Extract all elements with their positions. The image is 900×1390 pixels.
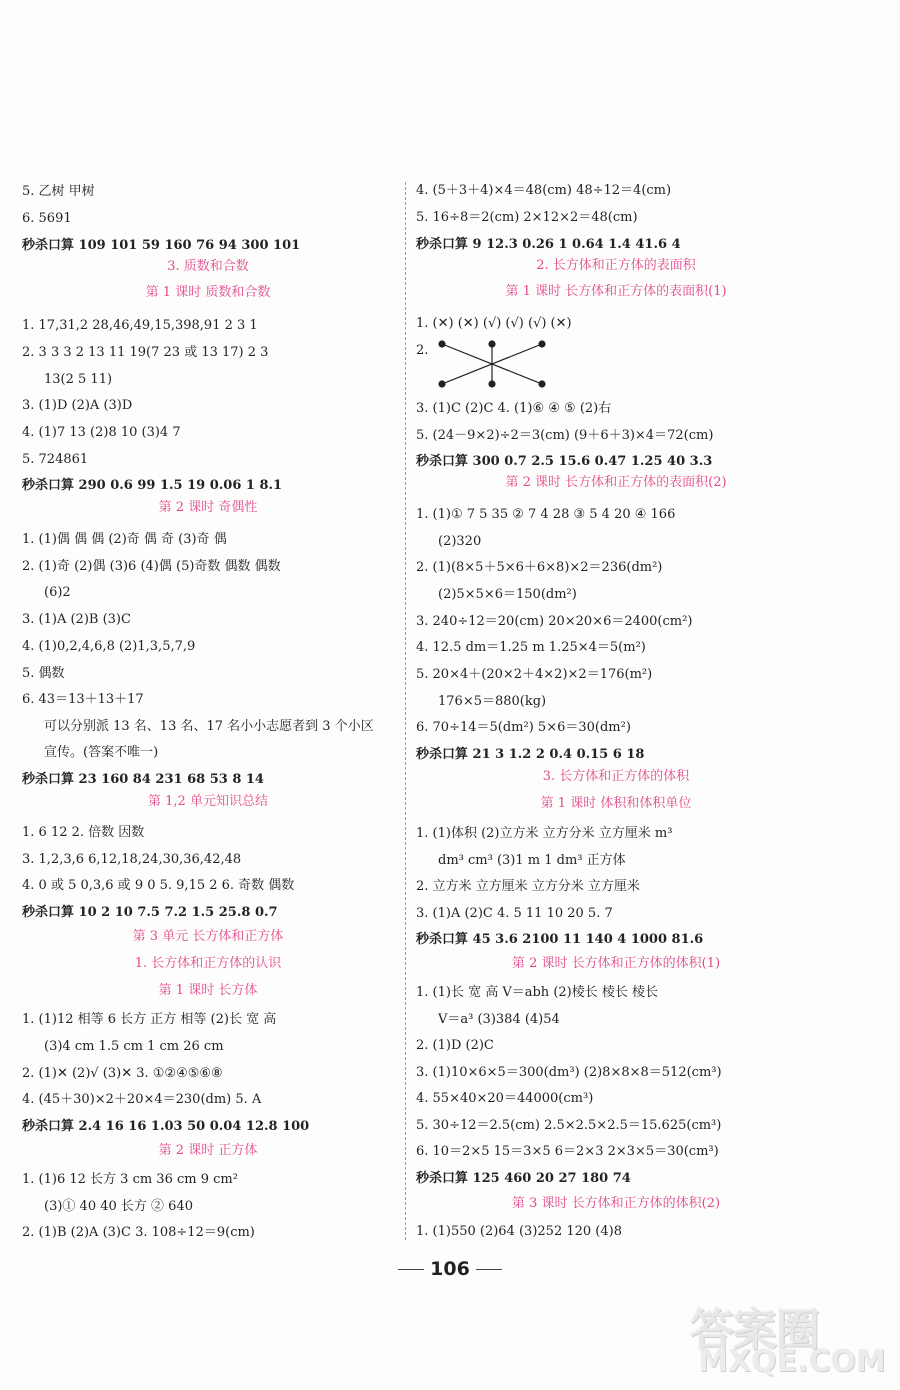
answer-line: 3. (1)A (2)B (3)C xyxy=(22,612,131,627)
answer-line: 4. 12.5 dm＝1.25 m 1.25×4＝5(m²) xyxy=(416,640,646,655)
answer-line: (2)320 xyxy=(438,534,482,549)
answer-line: 176×5＝880(kg) xyxy=(438,694,547,709)
answer-line: 5. 30÷12＝2.5(cm) 2.5×2.5×2.5＝15.625(cm³) xyxy=(416,1118,722,1133)
answer-line: 2. (1)(8×5＋5×6＋6×8)×2＝236(dm²) xyxy=(416,560,663,575)
section-heading: 第 1 课时 长方体 xyxy=(158,983,258,998)
section-heading: 第 2 课时 正方体 xyxy=(158,1143,258,1158)
answer-line: 可以分别派 13 名、13 名、17 名小小志愿者到 3 个小区 xyxy=(44,719,374,734)
page-number xyxy=(370,1258,530,1280)
section-heading: 第 1 课时 质数和合数 xyxy=(145,285,271,300)
answer-line: 4. 55×40×20＝44000(cm³) xyxy=(416,1091,594,1106)
section-heading: 第 2 课时 奇偶性 xyxy=(158,500,258,515)
answer-line: 3. 1,2,3,6 6,12,18,24,30,36,42,48 xyxy=(22,852,242,867)
answer-line: 1. (1)偶 偶 偶 (2)奇 偶 奇 (3)奇 偶 xyxy=(22,532,227,547)
dash-left xyxy=(398,1269,424,1270)
quick-calc-line: 秒杀口算 125 460 20 27 180 74 xyxy=(416,1171,631,1186)
answer-line: 3. (1)A (2)C 4. 5 11 10 20 5. 7 xyxy=(416,906,613,921)
section-heading: 第 3 课时 长方体和正方体的体积(2) xyxy=(511,1196,721,1211)
answer-line: 2. (1)D (2)C xyxy=(416,1038,494,1053)
answer-line: 5. 偶数 xyxy=(22,666,65,681)
quick-calc-line: 秒杀口算 21 3 1.2 2 0.4 0.15 6 18 xyxy=(416,747,645,762)
answer-line: 4. (5＋3＋4)×4＝48(cm) 48÷12＝4(cm) xyxy=(416,183,672,198)
answer-line: 2. 立方米 立方厘米 立方分米 立方厘米 xyxy=(416,879,640,894)
answer-line: 1. 17,31,2 28,46,49,15,398,91 2 3 1 xyxy=(22,318,258,333)
answer-line: 2. 3 3 3 2 13 11 19(7 23 或 13 17) 2 3 xyxy=(22,345,269,360)
answer-line: 1. (1)6 12 长方 3 cm 36 cm 9 cm² xyxy=(22,1172,238,1187)
answer-line: 宣传。(答案不唯一) xyxy=(44,745,159,760)
answer-line: 2. (1)✕ (2)√ (3)✕ 3. ①②④⑤⑥⑧ xyxy=(22,1066,223,1081)
answer-line: (3)4 cm 1.5 cm 1 cm 26 cm xyxy=(44,1039,224,1054)
answer-line: 5. 16÷8＝2(cm) 2×12×2＝48(cm) xyxy=(416,210,638,225)
answer-line: 1. (1)① 7 5 35 ② 7 4 28 ③ 5 4 20 ④ 166 xyxy=(416,507,676,522)
answer-line: 6. 43＝13＋13＋17 xyxy=(22,692,144,707)
section-heading: 第 1 课时 体积和体积单位 xyxy=(540,796,692,811)
section-heading: 3. 长方体和正方体的体积 xyxy=(542,769,690,784)
answer-line: 1. (1)体积 (2)立方米 立方分米 立方厘米 m³ xyxy=(416,826,673,841)
answer-line: 3. 240÷12＝20(cm) 20×20×6＝2400(cm²) xyxy=(416,614,693,629)
section-heading: 2. 长方体和正方体的表面积 xyxy=(536,258,696,273)
dash-right xyxy=(476,1269,502,1270)
answer-line: 6. 5691 xyxy=(22,211,72,226)
matching-lines-diagram xyxy=(438,340,548,392)
quick-calc-line: 秒杀口算 10 2 10 7.5 7.2 1.5 25.8 0.7 xyxy=(22,905,278,920)
answer-line: 5. 乙树 甲树 xyxy=(22,184,95,199)
section-heading: 1. 长方体和正方体的认识 xyxy=(134,956,282,971)
answer-line: 3. (1)C (2)C 4. (1)⑥ ④ ⑤ (2)右 xyxy=(416,401,612,416)
watermark-top: 答案圈 xyxy=(690,1305,819,1356)
watermark-logo xyxy=(690,1290,890,1385)
answer-line: 5. 724861 xyxy=(22,452,89,467)
quick-calc-line: 秒杀口算 45 3.6 2100 11 140 4 1000 81.6 xyxy=(416,932,704,947)
answer-line: 4. 0 或 5 0,3,6 或 9 0 5. 9,15 2 6. 奇数 偶数 xyxy=(22,878,295,893)
answer-line: 13(2 5 11) xyxy=(44,372,113,387)
answer-line: 5. (24－9×2)÷2＝3(cm) (9＋6＋3)×4＝72(cm) xyxy=(416,428,714,443)
answer-line: 5. 20×4＋(20×2＋4×2)×2＝176(m²) xyxy=(416,667,653,682)
answer-line: 6. 10＝2×5 15＝3×5 6＝2×3 2×3×5＝30(cm³) xyxy=(416,1144,719,1159)
column-divider xyxy=(405,182,406,1240)
answer-line: 1. (✕) (✕) (√) (√) (√) (✕) xyxy=(416,316,572,331)
answer-line: 4. (1)7 13 (2)8 10 (3)4 7 xyxy=(22,425,181,440)
answer-line: 1. (1)长 宽 高 V＝abh (2)棱长 棱长 棱长 xyxy=(416,985,658,1000)
quick-calc-line: 秒杀口算 290 0.6 99 1.5 19 0.06 1 8.1 xyxy=(22,478,283,493)
quick-calc-line: 秒杀口算 300 0.7 2.5 15.6 0.47 1.25 40 3.3 xyxy=(416,454,713,469)
quick-calc-line: 秒杀口算 23 160 84 231 68 53 8 14 xyxy=(22,772,264,787)
answer-line: 4. (1)0,2,4,6,8 (2)1,3,5,7,9 xyxy=(22,639,196,654)
quick-calc-line: 秒杀口算 2.4 16 16 1.03 50 0.04 12.8 100 xyxy=(22,1119,310,1134)
answer-line: (6)2 xyxy=(44,585,71,600)
answer-line: 6. 70÷14＝5(dm²) 5×6＝30(dm²) xyxy=(416,720,631,735)
section-heading: 3. 质数和合数 xyxy=(167,259,249,274)
watermark-bottom: MXQE.COM xyxy=(698,1344,886,1379)
answer-line: 2. (1)B (2)A (3)C 3. 108÷12＝9(cm) xyxy=(22,1225,255,1240)
answer-line: 2. xyxy=(416,343,429,358)
answer-line: V＝a³ (3)384 (4)54 xyxy=(438,1012,560,1027)
section-heading: 第 2 课时 长方体和正方体的体积(1) xyxy=(511,956,721,971)
section-heading: 第 2 课时 长方体和正方体的表面积(2) xyxy=(505,475,727,490)
answer-line: dm³ cm³ (3)1 m 1 dm³ 正方体 xyxy=(438,853,626,868)
answer-line: 4. (45＋30)×2＋20×4＝230(dm) 5. A xyxy=(22,1092,262,1107)
answer-line: (3)① 40 40 长方 ② 640 xyxy=(44,1199,193,1214)
answer-line: 3. (1)D (2)A (3)D xyxy=(22,398,133,413)
page-number-text: 106 xyxy=(430,1258,470,1280)
answer-line: 1. (1)550 (2)64 (3)252 120 (4)8 xyxy=(416,1224,622,1239)
section-heading: 第 1,2 单元知识总结 xyxy=(148,794,268,809)
quick-calc-line: 秒杀口算 9 12.3 0.26 1 0.64 1.4 41.6 4 xyxy=(416,237,681,252)
answer-line: 2. (1)奇 (2)偶 (3)6 (4)偶 (5)奇数 偶数 偶数 xyxy=(22,559,281,574)
answer-line: 3. (1)10×6×5＝300(dm³) (2)8×8×8＝512(cm³) xyxy=(416,1065,722,1080)
answer-line: 1. 6 12 2. 倍数 因数 xyxy=(22,825,145,840)
answer-line: 1. (1)12 相等 6 长方 正方 相等 (2)长 宽 高 xyxy=(22,1012,277,1027)
section-heading: 第 3 单元 长方体和正方体 xyxy=(132,929,284,944)
section-heading: 第 1 课时 长方体和正方体的表面积(1) xyxy=(505,284,727,299)
answer-line: (2)5×5×6＝150(dm²) xyxy=(438,587,577,602)
quick-calc-line: 秒杀口算 109 101 59 160 76 94 300 101 xyxy=(22,238,301,253)
